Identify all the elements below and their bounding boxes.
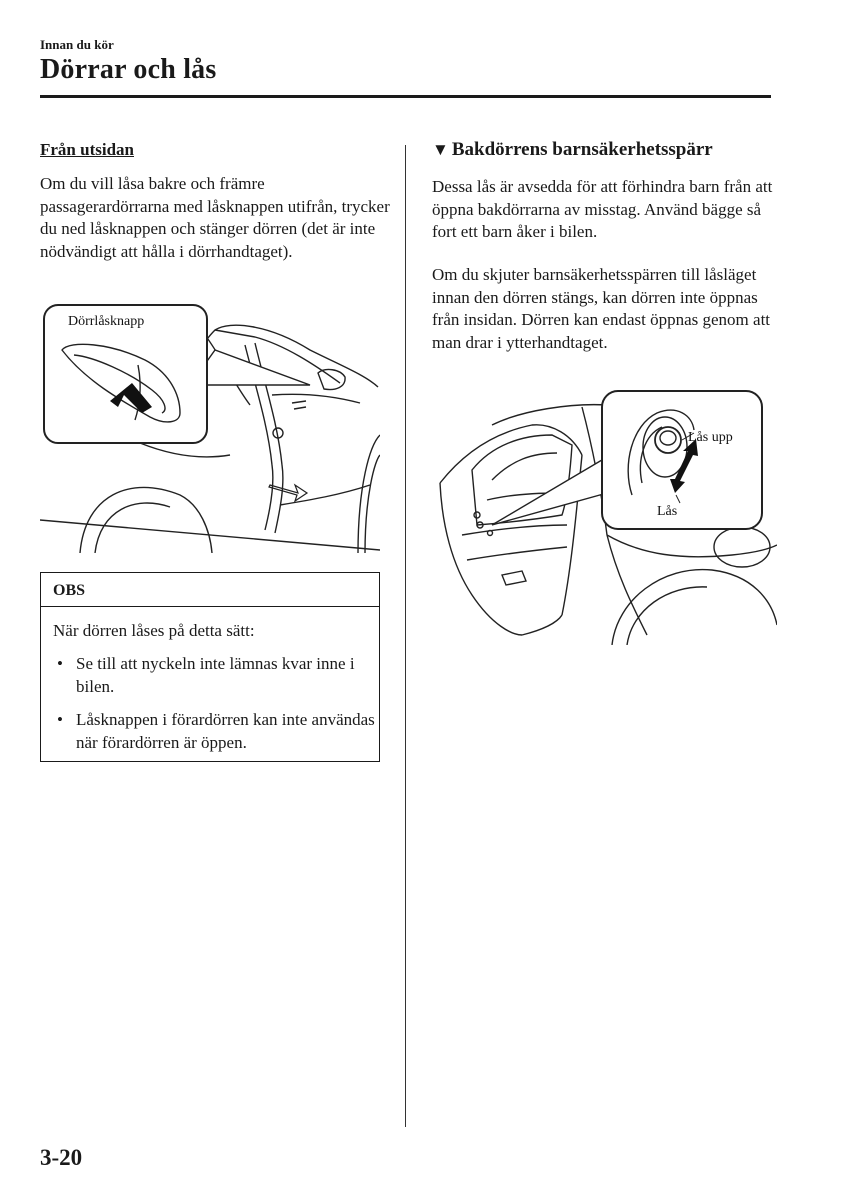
title-rule [40,95,771,98]
page-title: Dörrar och lås [40,54,217,85]
right-paragraph-2: Om du skjuter barnsäkerhetsspärren till låsläget innan den dörren stängs, kan dörren inte öppnas från insidan. Dörren kan endast öppnas genom att man drar i ytterhandtaget. [432,265,771,352]
note-intro: När dörren låses på detta sätt: [53,621,255,640]
bullet: • [57,710,63,729]
left-subheading: Från utsidan [40,140,134,159]
door-lock-figure [40,295,380,553]
note-box [40,572,380,762]
note-list [41,653,379,754]
column-divider [405,145,406,1127]
note-heading: OBS [41,573,379,607]
note-item: • Se till att nyckeln inte lämnas kvar inne i bilen. [57,654,355,696]
section-label: Innan du kör [40,37,114,52]
left-paragraph: Om du vill låsa bakre och främre passagerardörrarna med låsknappen utifrån, trycker du ned låsknappen och stänger dörren (det är inte nödvändigt att hålla i dörrhandtaget). [40,174,390,261]
lock-label: Lås [657,504,678,519]
right-heading: ▼ Bakdörrens barnsäkerhetsspärr [432,139,713,160]
door-lock-button-label: Dörrlåsknapp [68,314,145,329]
unlock-label: Lås upp [688,430,733,445]
page-number: 3-20 [40,1145,83,1170]
child-lock-figure [432,385,777,645]
triangle-marker-icon: ▼ [432,140,449,159]
note-item: • Låsknappen i förardörren kan inte användas när förardörren är öppen. [57,710,375,752]
right-paragraph-1: Dessa lås är avsedda för att förhindra barn från att öppna bakdörrarna av misstag. Använd bägge så fort ett barn åker i bilen. [432,177,773,241]
bullet: • [57,654,63,673]
